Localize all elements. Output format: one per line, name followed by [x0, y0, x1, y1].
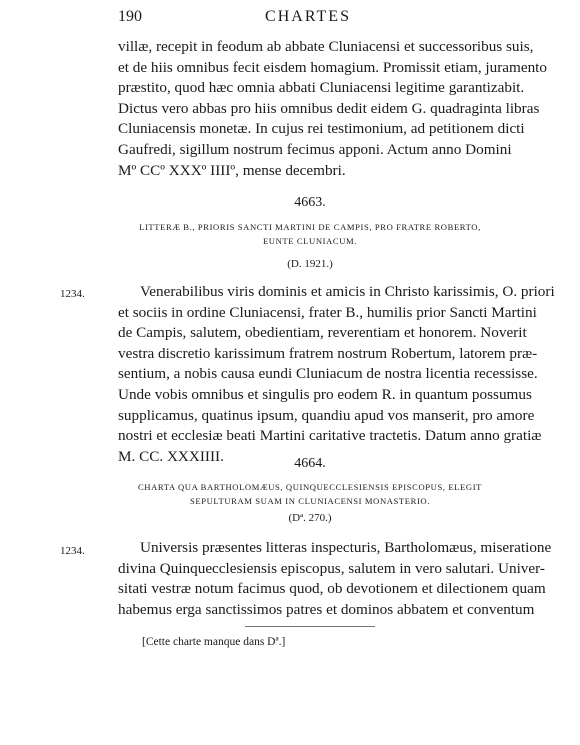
title-line: EUNTE CLUNIACUM. [262, 236, 358, 246]
footnote-rule [245, 626, 375, 627]
text-line: Universis præsentes litteras inspecturis, Bartholomæus, miseratione [140, 539, 552, 556]
text-line: et de hiis omnibus fecit eisdem homagium. Promissit etiam, juramento [118, 58, 547, 76]
text-line: Unde vobis omnibus et singulis pro eodem R. in quantum possumus [118, 385, 532, 403]
text-line: M. CC. XXXIIII. [118, 447, 224, 465]
text-line: et sociis in ordine Cluniacensi, frater B., humilis prior Sancti Martini [118, 303, 537, 321]
text-line: sitati vestræ notum facimus quod, ob devotionem et dilectionem quam [118, 580, 546, 598]
text-line: de Campis, salutem, obedientiam, reverentiam et honorem. Noverit [118, 324, 527, 342]
text-line: Mº CCº XXXº IIIIº, mense decembri. [118, 161, 346, 179]
text-line: vestra discretio karissimum fratrem nostrum Robertum, latorem præ- [118, 344, 538, 362]
text-line: nostri et ecclesiæ beati Martini caritative tractetis. Datum anno gratiæ [118, 427, 542, 445]
text-line: præstito, quod hæc omnia abbati Cluniacensi legitime garantizabit. [118, 79, 525, 97]
title-line: CHARTA QUA BARTHOLOMÆUS, QUINQUECCLESIENSIS EPISCOPUS, ELEGIT [137, 482, 483, 492]
text-line: Venerabilibus viris dominis et amicis in Christo karissimis, O. priori [140, 283, 555, 300]
text-line: sentium, a nobis causa eundi Cluniacum de nostra licentia recessisse. [118, 365, 538, 383]
charter-title [130, 220, 490, 248]
text-line: habemus erga sanctissimos patres et dominos abbatem et conventum [118, 600, 535, 618]
prev-paragraph [118, 37, 547, 181]
text-line: Dictus vero abbas pro hiis omnibus dedit eidem G. quadraginta libras [118, 99, 540, 117]
text-line: divina Quinquecclesiensis episcopus, salutem in vero salutari. Univer- [118, 559, 545, 577]
text-line: Cluniacensis monetæ. In cujus rei testimonium, ad petitionem dicti [118, 120, 525, 138]
running-head: CHARTES [265, 8, 351, 25]
title-line: SEPULTURAM SUAM IN CLUNIACENSI MONASTERIO. [190, 496, 430, 506]
text-line: supplicamus, quatinus ipsum, quandiu apud vos manserit, pro amore [118, 406, 535, 424]
charter-text [118, 538, 552, 620]
page-number: 190 [118, 8, 142, 25]
charter-title [130, 480, 490, 508]
margin-year: 1234. [60, 545, 85, 557]
charter-number: 4664. [294, 456, 326, 471]
charter-source: (D. 1921.) [287, 258, 333, 270]
charter-text [118, 282, 555, 467]
margin-year: 1234. [60, 288, 85, 300]
title-line: LITTERÆ B., PRIORIS SANCTI MARTINI DE CAMPIS, PRO FRATRE ROBERTO, [139, 222, 481, 232]
charter-number: 4663. [294, 195, 326, 210]
page-header [118, 8, 498, 30]
text-line: villæ, recepit in feodum ab abbate Cluniacensi et successoribus suis, [118, 38, 534, 55]
footnote: [Cette charte manque dans Dª.] [142, 636, 286, 648]
text-line: Gaufredi, sigillum nostrum fecimus apponi. Actum anno Domini [118, 140, 512, 158]
charter-source: (Dª. 270.) [288, 512, 332, 524]
